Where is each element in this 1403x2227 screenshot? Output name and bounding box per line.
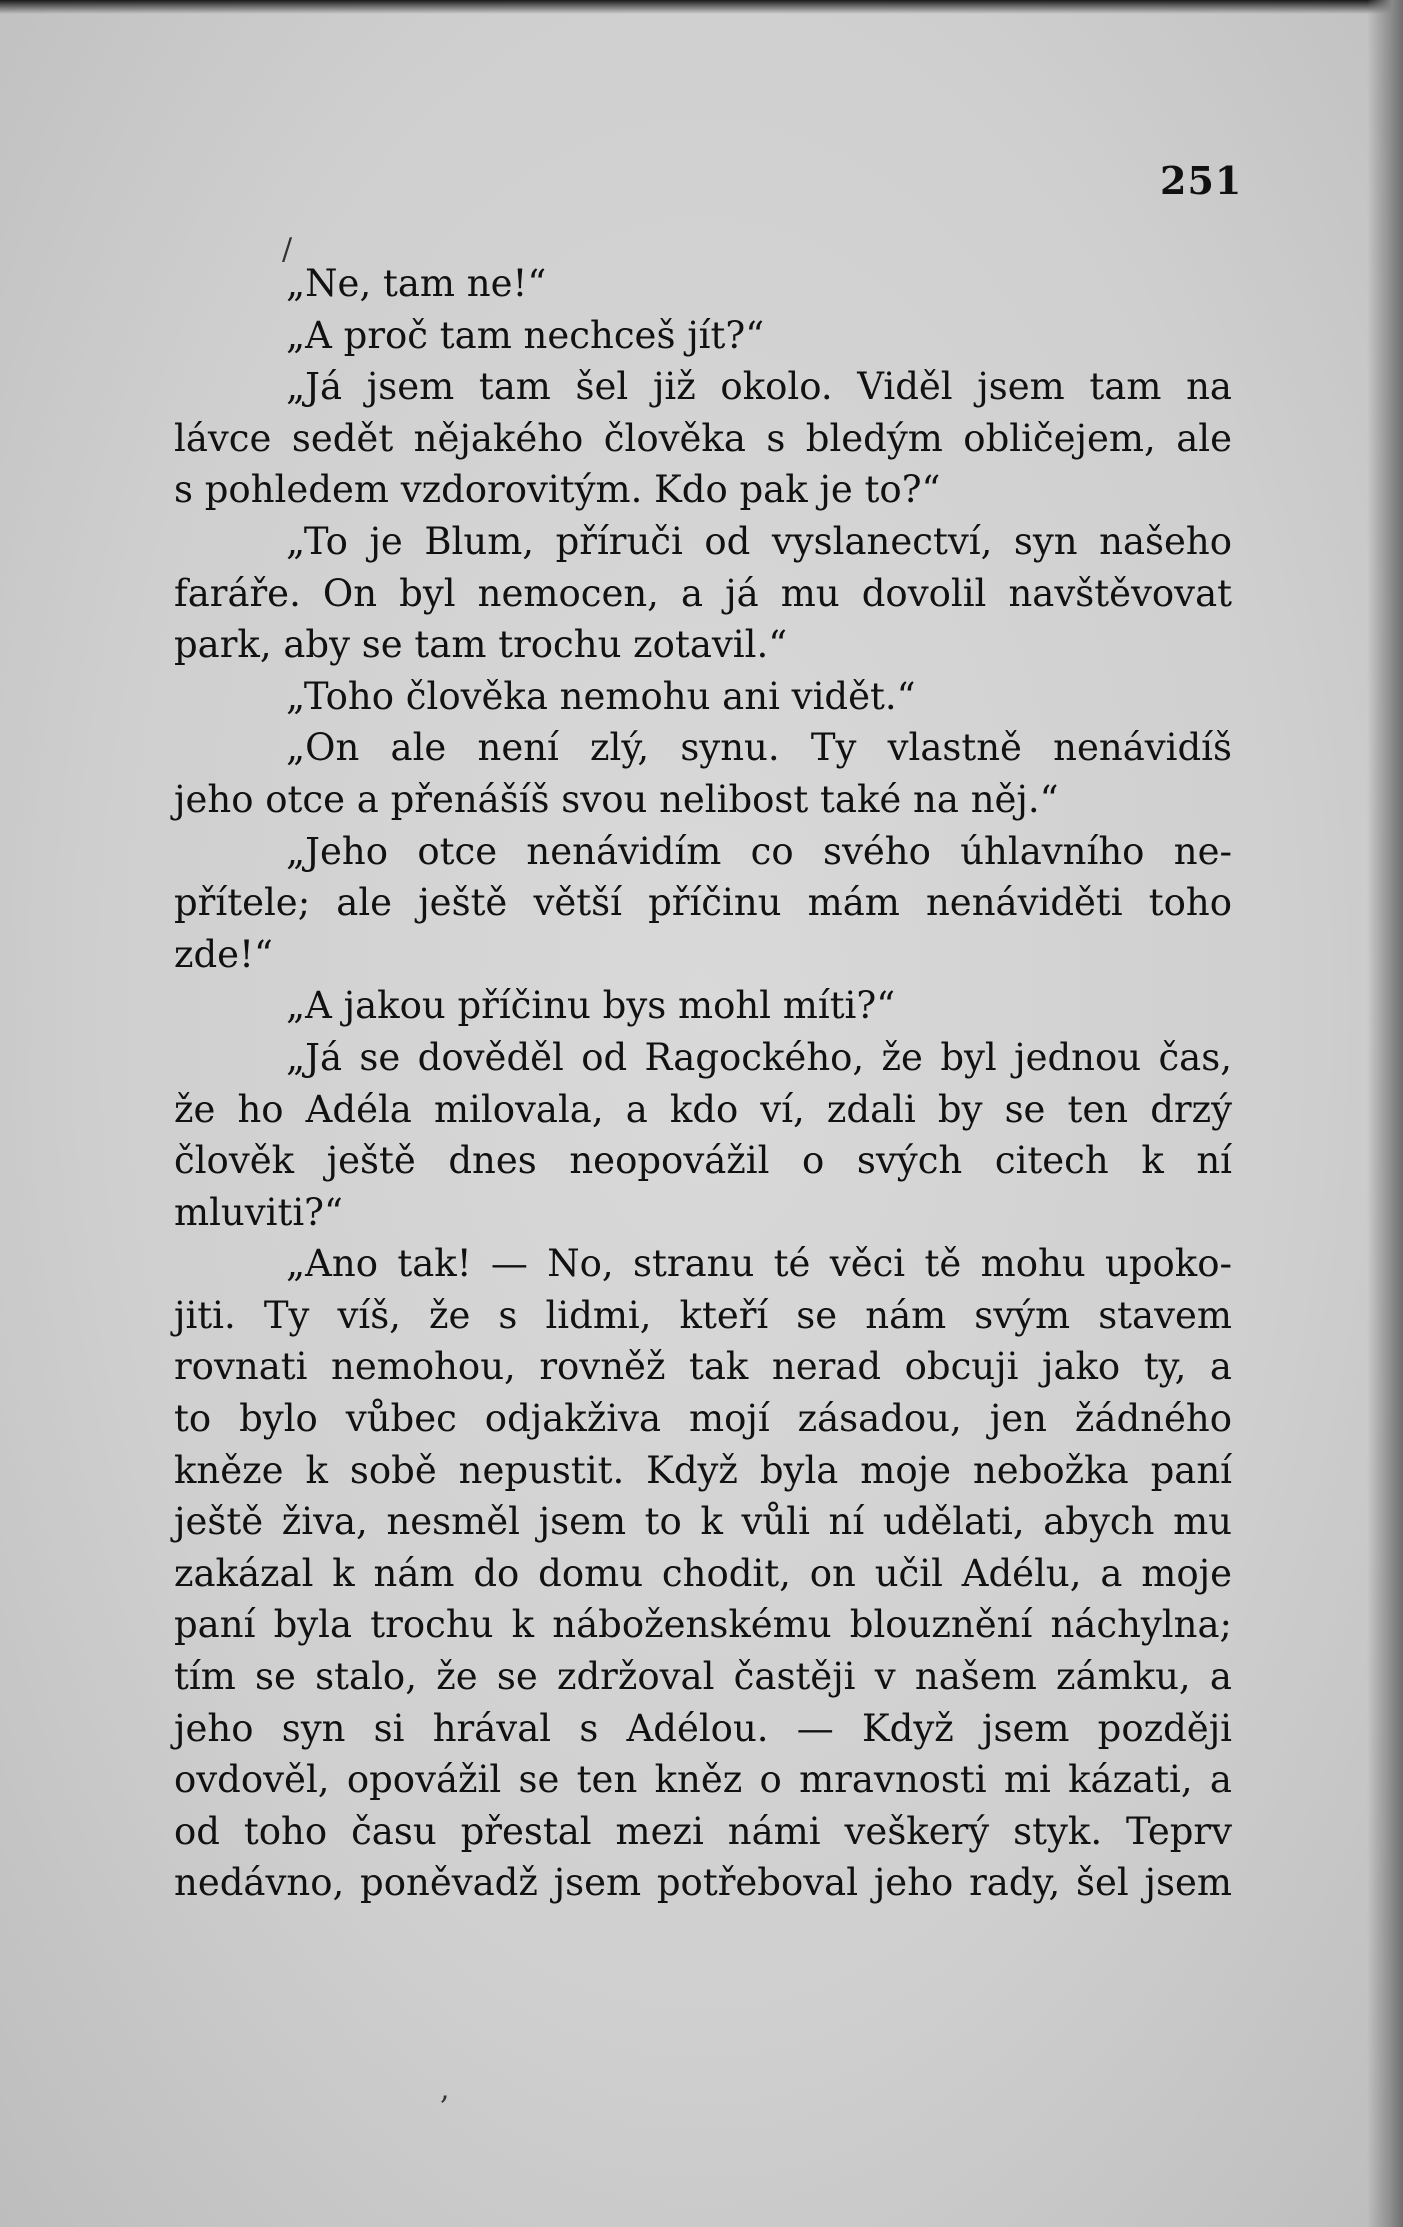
text-line: nedávno, poněvadž jsem potřeboval jeho rady, šel jsem [174,1861,1232,1905]
text-line: s pohledem vzdorovitým. Kdo pak je to?“ [174,468,941,512]
text-line: že ho Adéla milovala, a kdo ví, zdali by se ten drzý [174,1087,1232,1131]
page-number: 251 [1160,158,1243,203]
text-line: jeho syn si hrával s Adélou. — Když jsem později [174,1706,1232,1750]
scan-speck: / [282,232,293,267]
text-line: „Jeho otce nenávidím co svého úhlavního ne- [286,829,1232,873]
text-line: ještě živa, nesměl jsem to k vůli ní udělati, abych mu [174,1500,1232,1544]
text-line: „A jakou příčinu bys mohl míti?“ [286,984,896,1028]
text-line: „Toho člověka nemohu ani vidět.“ [286,674,916,718]
text-line: od toho času přestal mezi námi veškerý styk. Teprv [174,1809,1232,1853]
text-line: rovnati nemohou, rovněž tak nerad obcuji jako ty, a [174,1345,1232,1389]
text-line: zde!“ [174,932,273,976]
text-line: mluviti?“ [174,1190,343,1234]
text-line: jeho otce a přenášíš svou nelibost také na něj.“ [174,777,1059,821]
text-line: faráře. On byl nemocen, a já mu dovolil navštěvovat [174,571,1232,615]
body-text [174,258,1232,1909]
scan-top-edge [0,0,1403,14]
text-line: park, aby se tam trochu zotavil.“ [174,623,788,667]
text-line: „Ne, tam ne!“ [286,262,547,305]
text-line: „A proč tam nechceš jít?“ [286,313,765,357]
scan-right-edge [1367,0,1403,2227]
text-line: „Já se dověděl od Ragockého, že byl jednou čas, [286,1035,1232,1079]
text-line: ovdověl, opovážil se ten kněz o mravnosti mi kázati, a [174,1758,1232,1802]
text-line: to bylo vůbec odjakživa mojí zásadou, jen žádného [174,1397,1232,1441]
text-line: člověk ještě dnes neopovážil o svých citech k ní [174,1139,1232,1183]
text-line: paní byla trochu k náboženskému blouznění náchylna; [174,1603,1232,1647]
text-line: kněze k sobě nepustit. Když byla moje nebožka paní [174,1448,1232,1492]
text-line: „Já jsem tam šel již okolo. Viděl jsem tam na [286,365,1232,409]
text-line: lávce sedět nějakého člověka s bledým obličejem, ale [174,416,1232,460]
text-line: „Ano tak! — No, stranu té věci tě mohu upoko- [286,1242,1232,1286]
text-line: „To je Blum, příruči od vyslanectví, syn našeho [286,519,1232,563]
text-line: jiti. Ty víš, že s lidmi, kteří se nám svým stavem [174,1293,1232,1337]
text-line: přítele; ale ještě větší příčinu mám nenáviděti toho [174,881,1232,925]
text-line: „On ale není zlý, synu. Ty vlastně nenávidíš [286,726,1232,770]
scan-speck: , [440,2072,450,2107]
text-line: zakázal k nám do domu chodit, on učil Adélu, a moje [174,1551,1232,1595]
text-line: tím se stalo, že se zdržoval častěji v našem zámku, a [174,1655,1232,1699]
